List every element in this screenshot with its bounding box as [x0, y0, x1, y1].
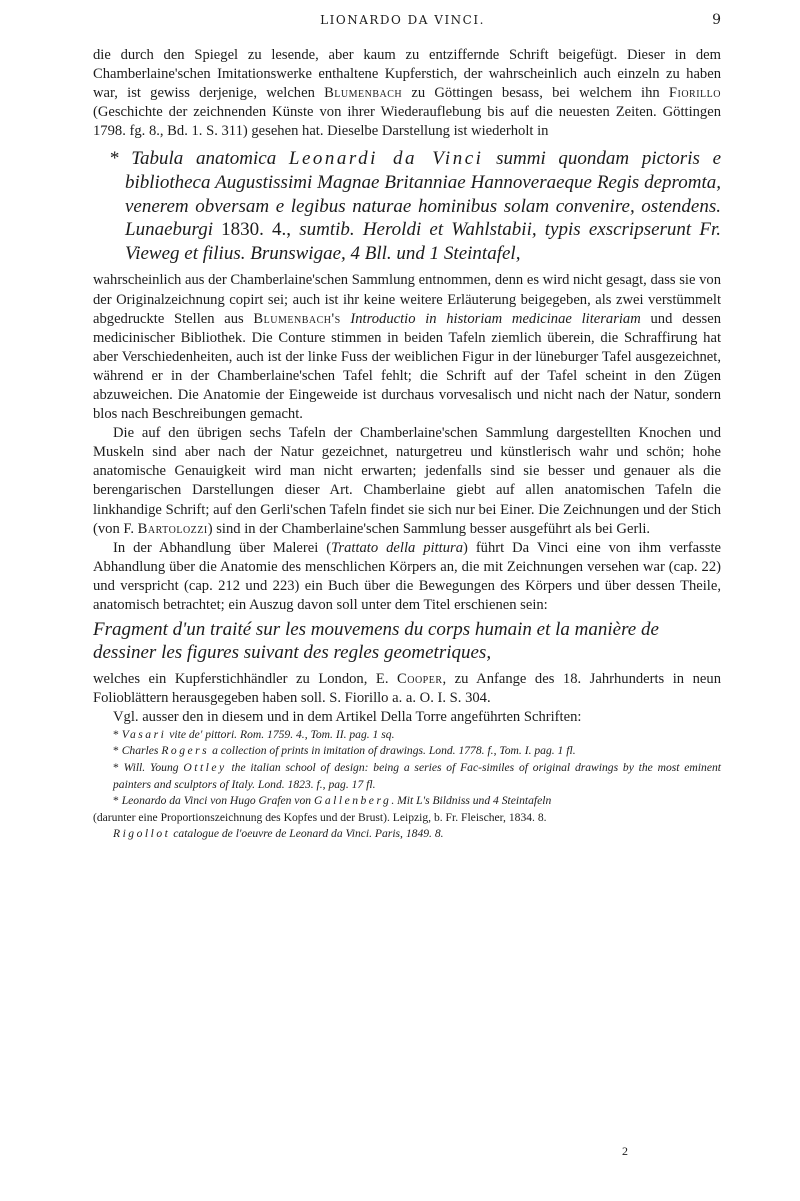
book-page — [93, 12, 721, 843]
paragraph: Vgl. ausser den in diesem und in dem Artikel Della Torre angeführten Schriften: — [113, 708, 582, 725]
paragraph: wahrscheinlich aus der Chamberlaine'schen Sammlung entnommen, denn es wird nicht gesagt, dass sie von der Originalzeichnung copirt sei; auch ist ihr keine weitere Erläuterung beigegeben, als zwei verstümmelt abgedruckte Stellen aus Blumenbach's Introductio in historiam medicinae literariam und dessen medicinischer Bibliothek. Die Conture stimmen in beiden Tafeln ziemlich überein, die Schraffirung hat aber Verschiedenheiten, auch ist der linke Fuss der weiblichen Figur in der lüneburger Tafel ausgezeichnet, während er in der Chamberlaine'schen Tafel fehlt; die Schrift auf der Tafel scheint in den Zügen abzuweichen. Die Anatomie der Eingeweide ist durchaus vorvesalisch und nicht nach der Natur, sondern blos nach Beschreibungen gemacht. — [93, 272, 721, 423]
main-text — [93, 46, 721, 141]
author-name: Leonardi da Vinci — [288, 148, 484, 170]
paragraph: In der Abhandlung über Malerei (Trattato della pittura) führt Da Vinci eine von ihm verfasste Abhandlung über die Anatomie des menschlichen Körpers an, die mit Zeichnungen versehen war (cap. 22) und verspricht (cap. 212 und 223) ein Buch über die Bewegungen des Körpers und über dessen Theile, anatomisch betrachtet; ein Auszug davon soll unter dem Titel erschienen sein: — [93, 539, 722, 614]
paragraph: die durch den Spiegel zu lesende, aber kaum zu entziffernde Schrift beigefügt. Dieser in dem Chamberlaine'schen Imitationswerke enthaltene Kupferstich, der wahrscheinlich auch einzeln zu haben war, ist gewiss derjenige, welchen Blumenbach zu Göttingen besass, bei welchem ihn Fiorillo (Geschichte der zeichnenden Künste von ihrer Wiederauflebung bis auf die neuesten Zeiten. Göttingen 1798. fg. 8., Bd. 1. S. 311) gesehen hat. Dieselbe Darstellung ist wiederholt in — [93, 47, 721, 140]
reference-item: Rigollot catalogue de l'oeuvre de Leonard da Vinci. Paris, 1849. 8. — [113, 827, 444, 841]
person-name: Blumenbach's — [253, 310, 341, 327]
person-name: Bartolozzi — [137, 520, 208, 537]
person-name: Fiorillo — [668, 85, 721, 102]
reference-item: * Charles Rogers a collection of prints in imitation of drawings. Lond. 1778. f., Tom. I. pag. 1 fl. — [113, 744, 576, 758]
main-text-end — [93, 670, 721, 727]
book-title-citation: * Tabula anatomica Leonardi da Vinci summi quondam pictoris e bibliotheca Augustissimi Magnae Britanniae Hannoveraeque Regis depromta, venerem obversam e legibus naturae hominibus solam convenire, ostendens. Lunaeburgi 1830. 4., sumtib. Heroldi et Wahlstabii, typis exscripserunt Fr. Vieweg et filius. Brunswigae, 4 Bll. und 1 Steintafel, — [109, 148, 722, 264]
paragraph: Die auf den übrigen sechs Tafeln der Chamberlaine'schen Sammlung dargestellten Knochen und Muskeln sind aber nach der Natur gezeichnet, naturgetreu und künstlerisch wahr und schön; hohe anatomische Genauigkeit wird man nicht erwarten; jedenfalls sind sie besser und genauer als die berengarischen Darstellungen dieser Art. Chamberlaine giebt auf allen anatomischen Tafeln die linkhandige Schrift; auf den Gerli'schen Tafeln findet sie sich nur bei Einer. Die Zeichnungen und der Stich (von F. Bartolozzi) sind in der Chamberlaine'schen Sammlung besser ausgeführt als bei Gerli. — [93, 425, 721, 537]
reference-item: * Will. Young Ottley the italian school of design: being a series of Fac-similes of original drawings by the most eminent painters and sculptors of Italy. Lond. 1823. f., pag. 17 fl. — [113, 761, 721, 791]
running-head — [93, 12, 721, 46]
reference-item: * Vasari vite de' pittori. Rom. 1759. 4., Tom. II. pag. 1 sq. — [113, 727, 395, 741]
reference-list — [93, 727, 721, 843]
work-title: Introductio in historiam medicinae literariam — [340, 310, 641, 327]
running-title: LIONARDO DA VINCI. — [320, 13, 485, 27]
fragment-title: Fragment d'un traité sur les mouvemens du corps humain et la manière de dessiner les figures suivant des regles geometriques, — [93, 619, 659, 664]
paragraph: welches ein Kupferstichhändler zu London, E. Cooper, zu Anfange des 18. Jahrhunderts in neun Folioblättern herausgegeben haben soll. S. Fiorillo a. a. O. I. S. 304. — [93, 670, 721, 706]
work-title: Trattato della pittura — [331, 539, 463, 556]
signature-mark: 2 — [622, 1144, 628, 1158]
page-number: 9 — [712, 12, 721, 28]
reference-item: * Leonardo da Vinci von Hugo Grafen von Gallenberg. Mit L's Bildniss und 4 Steintafeln — [113, 794, 552, 808]
main-text-continued — [93, 271, 721, 615]
person-name: Cooper — [396, 670, 443, 687]
reference-item-continued: (darunter eine Proportionszeichnung des Kopfes und der Brust). Leipzig, b. Fr. Fleischer, 1834. 8. — [93, 810, 547, 824]
person-name: Blumenbach — [324, 85, 403, 102]
